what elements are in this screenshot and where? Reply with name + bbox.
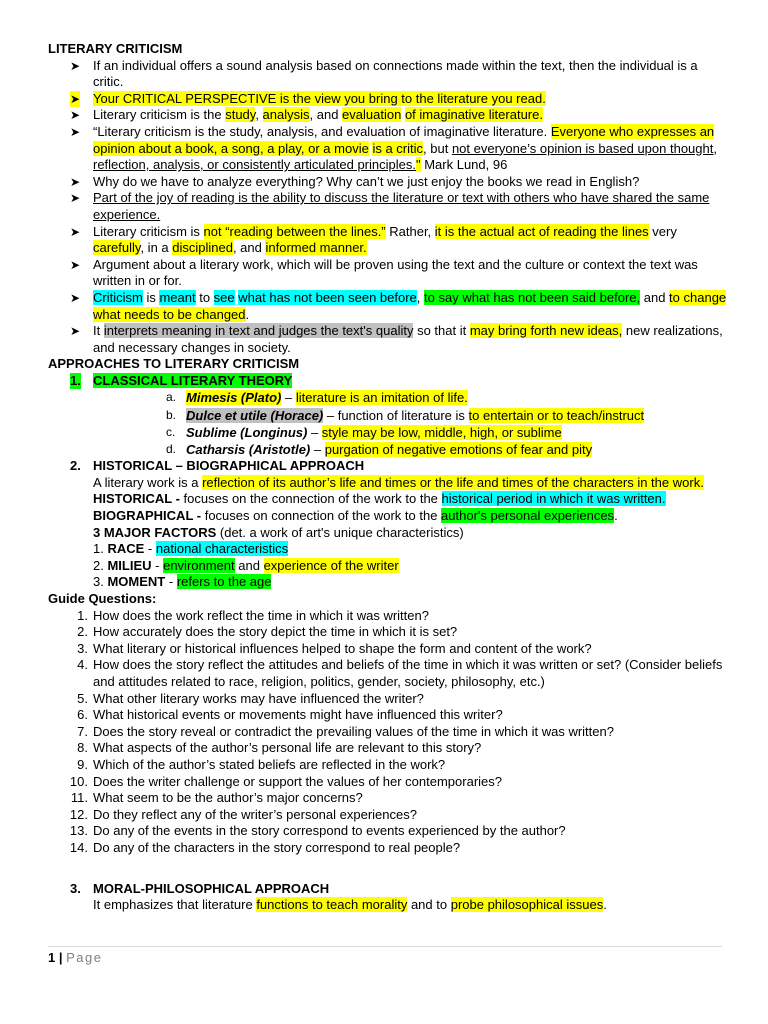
bullet-text: “Literary criticism is the study, analysis, and evaluation of imaginative literature.: [93, 123, 551, 139]
highlight-experience-writer: experience of the writer: [263, 557, 399, 573]
guide-questions-heading: Guide Questions:: [48, 591, 157, 607]
highlight-imaginative-literature: of imaginative literature.: [404, 107, 543, 123]
para-text: .: [614, 508, 618, 524]
list-item: [48, 757, 728, 774]
list-item: [48, 774, 728, 791]
bullet-text: ,: [255, 107, 263, 123]
bullet-text: is: [142, 289, 160, 305]
highlight-age: refers to the age: [176, 574, 272, 590]
bullet-text: to: [195, 289, 214, 305]
bullet-text: , in a: [140, 240, 173, 256]
question-text: What other literary works may have influenced the writer?: [93, 690, 424, 706]
para-text: It emphasizes that literature: [93, 897, 257, 913]
item-text: purgation of negative emotions of fear and pity: [324, 442, 593, 458]
factor-number: 3.: [93, 574, 108, 590]
para-text: A literary work is a: [93, 474, 203, 490]
question-number: 6.: [77, 707, 88, 723]
question-number: 1.: [77, 607, 88, 623]
factor-race: [48, 541, 728, 558]
bullet-6: [48, 190, 728, 223]
classical-item-a: [48, 389, 728, 406]
bullet-8: [48, 257, 728, 290]
highlight-everyone-who: Everyone who expresses an opinion about a book, a song, a play, or a movie: [93, 123, 715, 156]
highlight-meant: meant: [159, 289, 196, 305]
question-text: What literary or historical influences helped to shape the form and content of the work?: [93, 640, 592, 656]
arrow-bullet-icon: ➤: [70, 290, 81, 305]
item-name: Mimesis (Plato): [186, 390, 282, 406]
question-number: 3.: [77, 640, 88, 656]
highlight-environment: environment: [163, 557, 235, 573]
question-number: 14.: [69, 839, 88, 855]
bullet-text: new realizations, and necessary changes in society.: [93, 323, 723, 355]
factor-label: MILIEU: [107, 557, 152, 573]
term-label: BIOGRAPHICAL -: [93, 508, 205, 524]
item-sep: – function of literature is: [323, 407, 469, 423]
heading-approaches: APPROACHES TO LITERARY CRITICISM: [48, 356, 300, 372]
arrow-bullet-icon: ➤: [70, 174, 81, 189]
question-text: How accurately does the story depict the time in which it is set?: [93, 624, 458, 640]
highlight-carefully: carefully: [93, 240, 141, 256]
section-number: 1.: [70, 372, 81, 388]
bullet-text: so that it: [413, 323, 470, 339]
highlight-personal-experiences: author's personal experiences: [441, 508, 615, 524]
highlight-not-reading-between: not “reading between the lines.”: [203, 223, 386, 239]
bullet-text: Your: [93, 90, 123, 106]
factor-number: 2.: [93, 557, 108, 573]
bullet-4: [48, 124, 728, 174]
section-historical: [48, 458, 728, 475]
item-text: to entertain or to teach/instruct: [468, 407, 645, 423]
para-text: and: [234, 557, 264, 573]
list-item: [48, 740, 728, 757]
item-sep: –: [310, 442, 325, 458]
section-title: MORAL-PHILOSOPHICAL APPROACH: [93, 880, 330, 896]
item-text: style may be low, middle, high, or sublime: [321, 424, 562, 440]
list-item: [48, 641, 728, 658]
highlight-not-said-before: to say what has not been said before,: [424, 289, 641, 305]
highlight-evaluation: evaluation: [342, 107, 402, 123]
bullet-text: If an individual offers a sound analysis based on connections made within the text, then the individual is a critic.: [93, 57, 698, 90]
bullet-text: Literary criticism is the: [93, 107, 226, 123]
footer-separator: |: [55, 950, 67, 965]
underlined-text: Part of the joy of reading is the ability to discuss the literature or text with others who have shared the same experience.: [93, 190, 710, 222]
term-label: HISTORICAL -: [93, 491, 184, 507]
highlight-see: see: [213, 289, 235, 305]
list-item: [48, 724, 728, 741]
question-text: What seem to be the author’s major concerns?: [93, 790, 363, 806]
list-item: [48, 608, 728, 625]
bullet-text: ,: [416, 289, 425, 305]
item-letter: a.: [166, 390, 177, 405]
item-sep: –: [281, 390, 296, 406]
factor-dash: -: [151, 557, 164, 573]
highlight-analysis: analysis: [262, 107, 310, 123]
item-name: Sublime (Longinus): [186, 424, 308, 440]
question-number: 8.: [77, 740, 88, 756]
item-letter: b.: [166, 407, 177, 422]
bullet-text: .: [245, 306, 250, 322]
question-text: Does the story reveal or contradict the prevailing values of the time in which it was written?: [93, 723, 614, 739]
bullet-7: [48, 224, 728, 257]
classical-item-c: [48, 424, 728, 441]
factor-milieu: [48, 558, 728, 575]
question-text: How does the work reflect the time in which it was written?: [93, 607, 429, 623]
question-text: Does the writer challenge or support the values of her contemporaries?: [93, 773, 502, 789]
arrow-bullet-icon: ➤: [70, 58, 81, 73]
question-text: What aspects of the author’s personal life are relevant to this story?: [93, 740, 482, 756]
factor-moment: [48, 574, 728, 591]
section-title: CLASSICAL LITERARY THEORY: [93, 372, 293, 388]
highlight-disciplined: disciplined: [172, 240, 233, 256]
factor-number: 1.: [93, 541, 108, 557]
question-text: Do any of the characters in the story correspond to real people?: [93, 839, 461, 855]
item-sep: –: [307, 424, 322, 440]
para-text: focuses on connection of the work to the: [204, 508, 442, 524]
list-item: [48, 657, 728, 690]
list-item: [48, 624, 728, 641]
major-factors: [48, 525, 728, 542]
bullet-text: It: [93, 323, 104, 339]
historical-intro: [48, 475, 728, 492]
item-letter: d.: [166, 442, 177, 457]
bullet-5: [48, 174, 728, 191]
question-text: What historical events or movements might have influenced this writer?: [93, 707, 503, 723]
list-item: [48, 840, 728, 857]
question-text: How does the story reflect the attitudes and beliefs of the time in which it was written or set? (Consider beliefs and attitudes related to race, religion, politics, gender, society, philosophy, etc.): [93, 657, 723, 689]
moral-text: [48, 897, 728, 914]
item-letter: c.: [166, 424, 176, 439]
section-number: 2.: [70, 458, 81, 474]
para-text: .: [603, 897, 607, 913]
highlight-study: study: [225, 107, 256, 123]
highlight-informed-manner: informed manner.: [265, 240, 367, 256]
factor-dash: -: [144, 541, 156, 557]
bullet-text: , and: [232, 240, 266, 256]
bullet-text: , but: [423, 140, 452, 156]
page-footer: [48, 946, 722, 965]
highlight-new-ideas: may bring forth new ideas,: [469, 323, 623, 339]
highlight-philosophical: probe philosophical issues: [450, 897, 604, 913]
section-classical: [48, 373, 728, 390]
question-number: 4.: [77, 657, 88, 673]
bullet-text: Argument about a literary work, which will be proven using the text and the culture or context the text was written in or for.: [93, 256, 698, 289]
item-text: literature is an imitation of life.: [295, 390, 468, 406]
bullet-text: and: [640, 289, 670, 305]
bullet-text: Why do we have to analyze everything? Why can’t we just enjoy the books we read in English?: [93, 173, 640, 189]
highlight-is-a-critic: is a critic: [372, 140, 424, 156]
item-name: Catharsis (Aristotle): [186, 442, 311, 458]
bullet-1: [48, 58, 728, 91]
highlight-actual-act: it is the actual act of reading the lines: [434, 223, 649, 239]
highlight-teach-morality: functions to teach morality: [256, 897, 408, 913]
highlight-historical-period: historical period in which it was written.: [441, 491, 666, 507]
factor-label: RACE: [107, 541, 145, 557]
question-text: Which of the author’s stated beliefs are reflected in the work?: [93, 756, 446, 772]
bullet-10: [48, 323, 728, 356]
factor-label: MOMENT: [107, 574, 166, 590]
question-number: 9.: [77, 756, 88, 772]
classical-item-d: [48, 441, 728, 458]
section-number: 3.: [70, 880, 81, 896]
guide-questions-list: [48, 608, 728, 857]
bullet-text: Rather,: [385, 223, 435, 239]
bullet-text: very: [648, 223, 677, 239]
arrow-bullet-icon: ➤: [70, 124, 81, 139]
para-text: and to: [407, 897, 451, 913]
bullet-9: [48, 290, 728, 323]
list-item: [48, 790, 728, 807]
question-number: 13.: [69, 823, 88, 839]
highlight-interprets-meaning: interprets meaning in text and judges the text's quality: [103, 323, 414, 339]
arrow-bullet-icon: ➤: [70, 91, 81, 106]
underlined-text: not everyone’s opinion is based upon thought, reflection, analysis, or consistently articulated principles.: [93, 140, 717, 173]
question-number: 2.: [77, 624, 88, 640]
arrow-bullet-icon: ➤: [70, 257, 81, 272]
highlight-not-seen-before: what has not been seen before: [238, 289, 417, 305]
heading-literary-criticism: LITERARY CRITICISM: [48, 41, 183, 56]
highlight-criticism: Criticism: [93, 289, 143, 305]
para-text: (det. a work of art's unique characteristics): [216, 524, 464, 540]
question-number: 7.: [77, 723, 88, 739]
arrow-bullet-icon: ➤: [70, 191, 81, 206]
highlight-national: national characteristics: [155, 541, 289, 557]
item-name: Dulce et utile (Horace): [186, 407, 324, 423]
arrow-bullet-icon: ➤: [70, 324, 81, 339]
question-text: Do any of the events in the story correspond to events experienced by the author?: [93, 823, 566, 839]
list-item: [48, 807, 728, 824]
question-text: Do they reflect any of the writer’s personal experiences?: [93, 806, 417, 822]
list-item: [48, 691, 728, 708]
spacer: [48, 857, 728, 881]
question-number: 12.: [69, 806, 88, 822]
para-text: focuses on the connection of the work to the: [183, 491, 442, 507]
term-label: 3 MAJOR FACTORS: [93, 524, 217, 540]
section-title: HISTORICAL – BIOGRAPHICAL APPROACH: [93, 458, 365, 474]
section-moral-philosophical: [48, 881, 728, 898]
bullet-2: [48, 91, 728, 108]
factor-dash: -: [165, 574, 177, 590]
question-number: 5.: [77, 690, 88, 706]
bullet-text: , and: [309, 107, 343, 123]
citation: Mark Lund, 96: [420, 157, 508, 173]
bullet-text: Literary criticism is: [93, 223, 204, 239]
historical-definition: [48, 491, 728, 508]
highlight-change: to change what needs to be changed: [93, 289, 727, 322]
bullet-3: [48, 107, 728, 124]
highlight-reflection: reflection of its author’s life and times or the life and times of the characters in the work.: [202, 474, 704, 490]
question-number: 11.: [70, 790, 88, 806]
footer-label: Page: [66, 950, 103, 965]
highlight-critical-perspective: CRITICAL PERSPECTIVE is the view you bring to the literature you read.: [122, 90, 546, 106]
classical-item-b: [48, 407, 728, 424]
highlight-quote: ": [415, 157, 421, 173]
arrow-bullet-icon: ➤: [70, 108, 81, 123]
list-item: [48, 707, 728, 724]
page-number: 1: [48, 950, 56, 965]
list-item: [48, 823, 728, 840]
biographical-definition: [48, 508, 728, 525]
arrow-bullet-icon: ➤: [70, 224, 81, 239]
question-number: 10.: [69, 773, 88, 789]
document-page: [48, 41, 728, 914]
